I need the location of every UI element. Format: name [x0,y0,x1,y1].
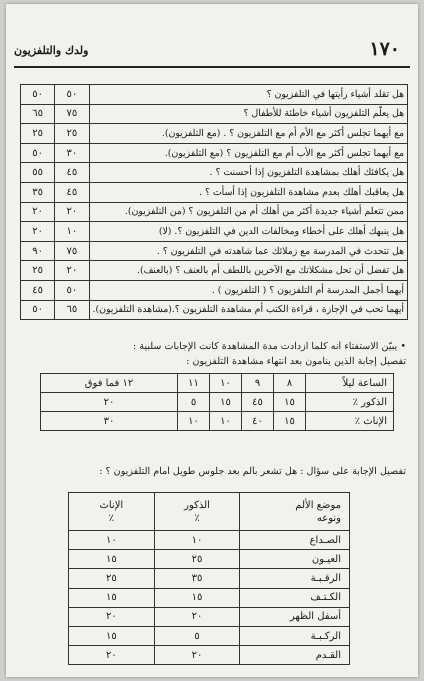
pain-row [69,626,350,645]
pain-females: ٢٥ [69,569,155,588]
females-label: الإناث ٪ [306,412,394,431]
value-cell: ٥٠ [21,85,55,105]
value-cell: ٢٥ [21,124,55,144]
header-place: موضع الألم ونوعه [240,493,350,531]
question-text: هل يكافئك أهلك بمشاهدة التلفزيون إذا أحسنت ؟ . [89,163,407,183]
pain-males: ١٥ [154,588,240,607]
pain-table-header [69,493,350,531]
female-cell: ١٠ [210,412,242,431]
pain-females: ١٥ [69,626,155,645]
header-females: الإناث ٪ [69,493,155,531]
pain-place: الصـداع [240,531,350,550]
hour-cell: ١١ [178,374,210,393]
pain-place: الكـتـف [240,588,350,607]
note-line-3: تفصيل الإجابة على سؤال : هل تشعر بألم بعد جلوس طويل أمام التلفزيون ؟ : [99,466,406,477]
value-cell: ٢٥ [21,261,55,281]
males-label: الذكور ٪ [306,393,394,412]
value-cell: ٦٥ [21,104,55,124]
hours-label: الساعة ليلاً [306,374,394,393]
question-row [21,241,408,261]
value-cell: ٩٠ [21,241,55,261]
question-row [21,104,408,124]
pain-row [69,607,350,626]
question-row [21,163,408,183]
header-rule [14,66,410,68]
females-row [41,412,394,431]
question-text: هل ينبهك أهلك على أخطاء ومخالفات الدين في التلفزيون ؟. (لا) [89,222,407,242]
question-text: هل يعلّم التلفزيون أشياء خاطئة للأطفال ؟ [89,104,407,124]
question-text: ممن تتعلم أشياء جديدة أكثر من أهلك أم من التلفزيون ؟ (من التلفزيون). [89,202,407,222]
value-cell: ٣٠ [55,143,89,163]
header-males: الذكور ٪ [154,493,240,531]
value-cell: ٥٠ [21,143,55,163]
hour-cell: ٨ [274,374,306,393]
question-row [21,124,408,144]
pain-place: الركـبـة [240,626,350,645]
pain-place: القـدم [240,646,350,665]
pain-row [69,569,350,588]
pain-males: ٢٠ [154,607,240,626]
pain-females: ٢٠ [69,646,155,665]
value-cell: ٧٥ [55,241,89,261]
question-row [21,143,408,163]
female-cell: ٣٠ [41,412,178,431]
value-cell: ٦٥ [55,300,89,320]
pain-females: ١٥ [69,588,155,607]
question-text: مع أيهما تجلس أكثر مع الأم أم مع التلفزيون ؟ . (مع التلفزيون). [89,124,407,144]
question-row [21,222,408,242]
male-cell: ١٥ [274,393,306,412]
female-cell: ٤٠ [242,412,274,431]
value-cell: ٥٠ [21,300,55,320]
male-cell: ٢٠ [41,393,178,412]
pain-place: العيـون [240,550,350,569]
pain-place: الرقـبـة [240,569,350,588]
question-text: مع أيهما تجلس أكثر مع الأب أم مع التلفزيون ؟ (مع التلفزيون). [89,143,407,163]
female-cell: ١٥ [274,412,306,431]
pain-place: أسفل الظهر [240,607,350,626]
question-row [21,182,408,202]
pain-females: ١٠ [69,531,155,550]
pain-males: ٢٥ [154,550,240,569]
hour-cell: ٩ [242,374,274,393]
pain-males: ٣٥ [154,569,240,588]
female-cell: ١٠ [178,412,210,431]
value-cell: ٢٠ [21,202,55,222]
note-line-1: • يبيّن الاستفتاء أنه كلما ازدادت مدة المشاهدة كانت الإجابات سلبية : [133,341,406,352]
hour-cell: ١٠ [210,374,242,393]
male-cell: ٤٥ [242,393,274,412]
value-cell: ٢٥ [55,124,89,144]
bedtime-hours-table [40,373,394,431]
question-row [21,85,408,105]
pain-males: ١٠ [154,531,240,550]
running-title: ولدك والتلفزيون [14,44,89,57]
pain-table [68,492,350,665]
question-text: أيهما تحب في الإجازة ، قراءة الكتب أم مشاهدة التلفزيون ؟.(مشاهدة التلفزيون). [89,300,407,320]
pain-males: ٥ [154,626,240,645]
value-cell: ٥٠ [55,280,89,300]
value-cell: ٧٥ [55,104,89,124]
value-cell: ٥٠ [55,85,89,105]
value-cell: ٣٥ [21,182,55,202]
pain-row [69,531,350,550]
note-line-2: تفصيل إجابة الذين ينامون بعد انتهاء مشاهدة التلفزيون : [186,356,406,367]
male-cell: ١٥ [210,393,242,412]
pain-row [69,550,350,569]
value-cell: ٢٠ [55,261,89,281]
pain-females: ١٥ [69,550,155,569]
value-cell: ٤٥ [55,182,89,202]
page-number: ١٧٠ [369,38,400,60]
males-row [41,393,394,412]
book-page [6,4,418,677]
value-cell: ٤٥ [21,280,55,300]
question-text: أيهما أجمل المدرسة أم التلفزيون ؟ ( التلفزيون ) . [89,280,407,300]
hours-row [41,374,394,393]
question-row [21,300,408,320]
male-cell: ٥ [178,393,210,412]
hour-cell: ١٢ فما فوق [41,374,178,393]
pain-males: ٢٠ [154,646,240,665]
question-text: هل يعاقبك أهلك بعدم مشاهدة التلفزيون إذا أسأت ؟ . [89,182,407,202]
pain-row [69,588,350,607]
question-text: هل تقلد أشياء رأيتها في التلفزيون ؟ [89,85,407,105]
question-row [21,202,408,222]
pain-row [69,646,350,665]
value-cell: ٥٥ [21,163,55,183]
questions-table [20,84,408,320]
value-cell: ٢٠ [55,202,89,222]
question-row [21,261,408,281]
question-text: هل تفضل أن تحل مشكلاتك مع الآخرين باللطف أم بالعنف ؟ (بالعنف). [89,261,407,281]
value-cell: ١٠ [55,222,89,242]
value-cell: ٤٥ [55,163,89,183]
value-cell: ٢٠ [21,222,55,242]
page-header [6,4,418,68]
question-row [21,280,408,300]
pain-females: ٢٠ [69,607,155,626]
question-text: هل تتحدث في المدرسة مع زملائك عما شاهدته في التلفزيون ؟ . [89,241,407,261]
